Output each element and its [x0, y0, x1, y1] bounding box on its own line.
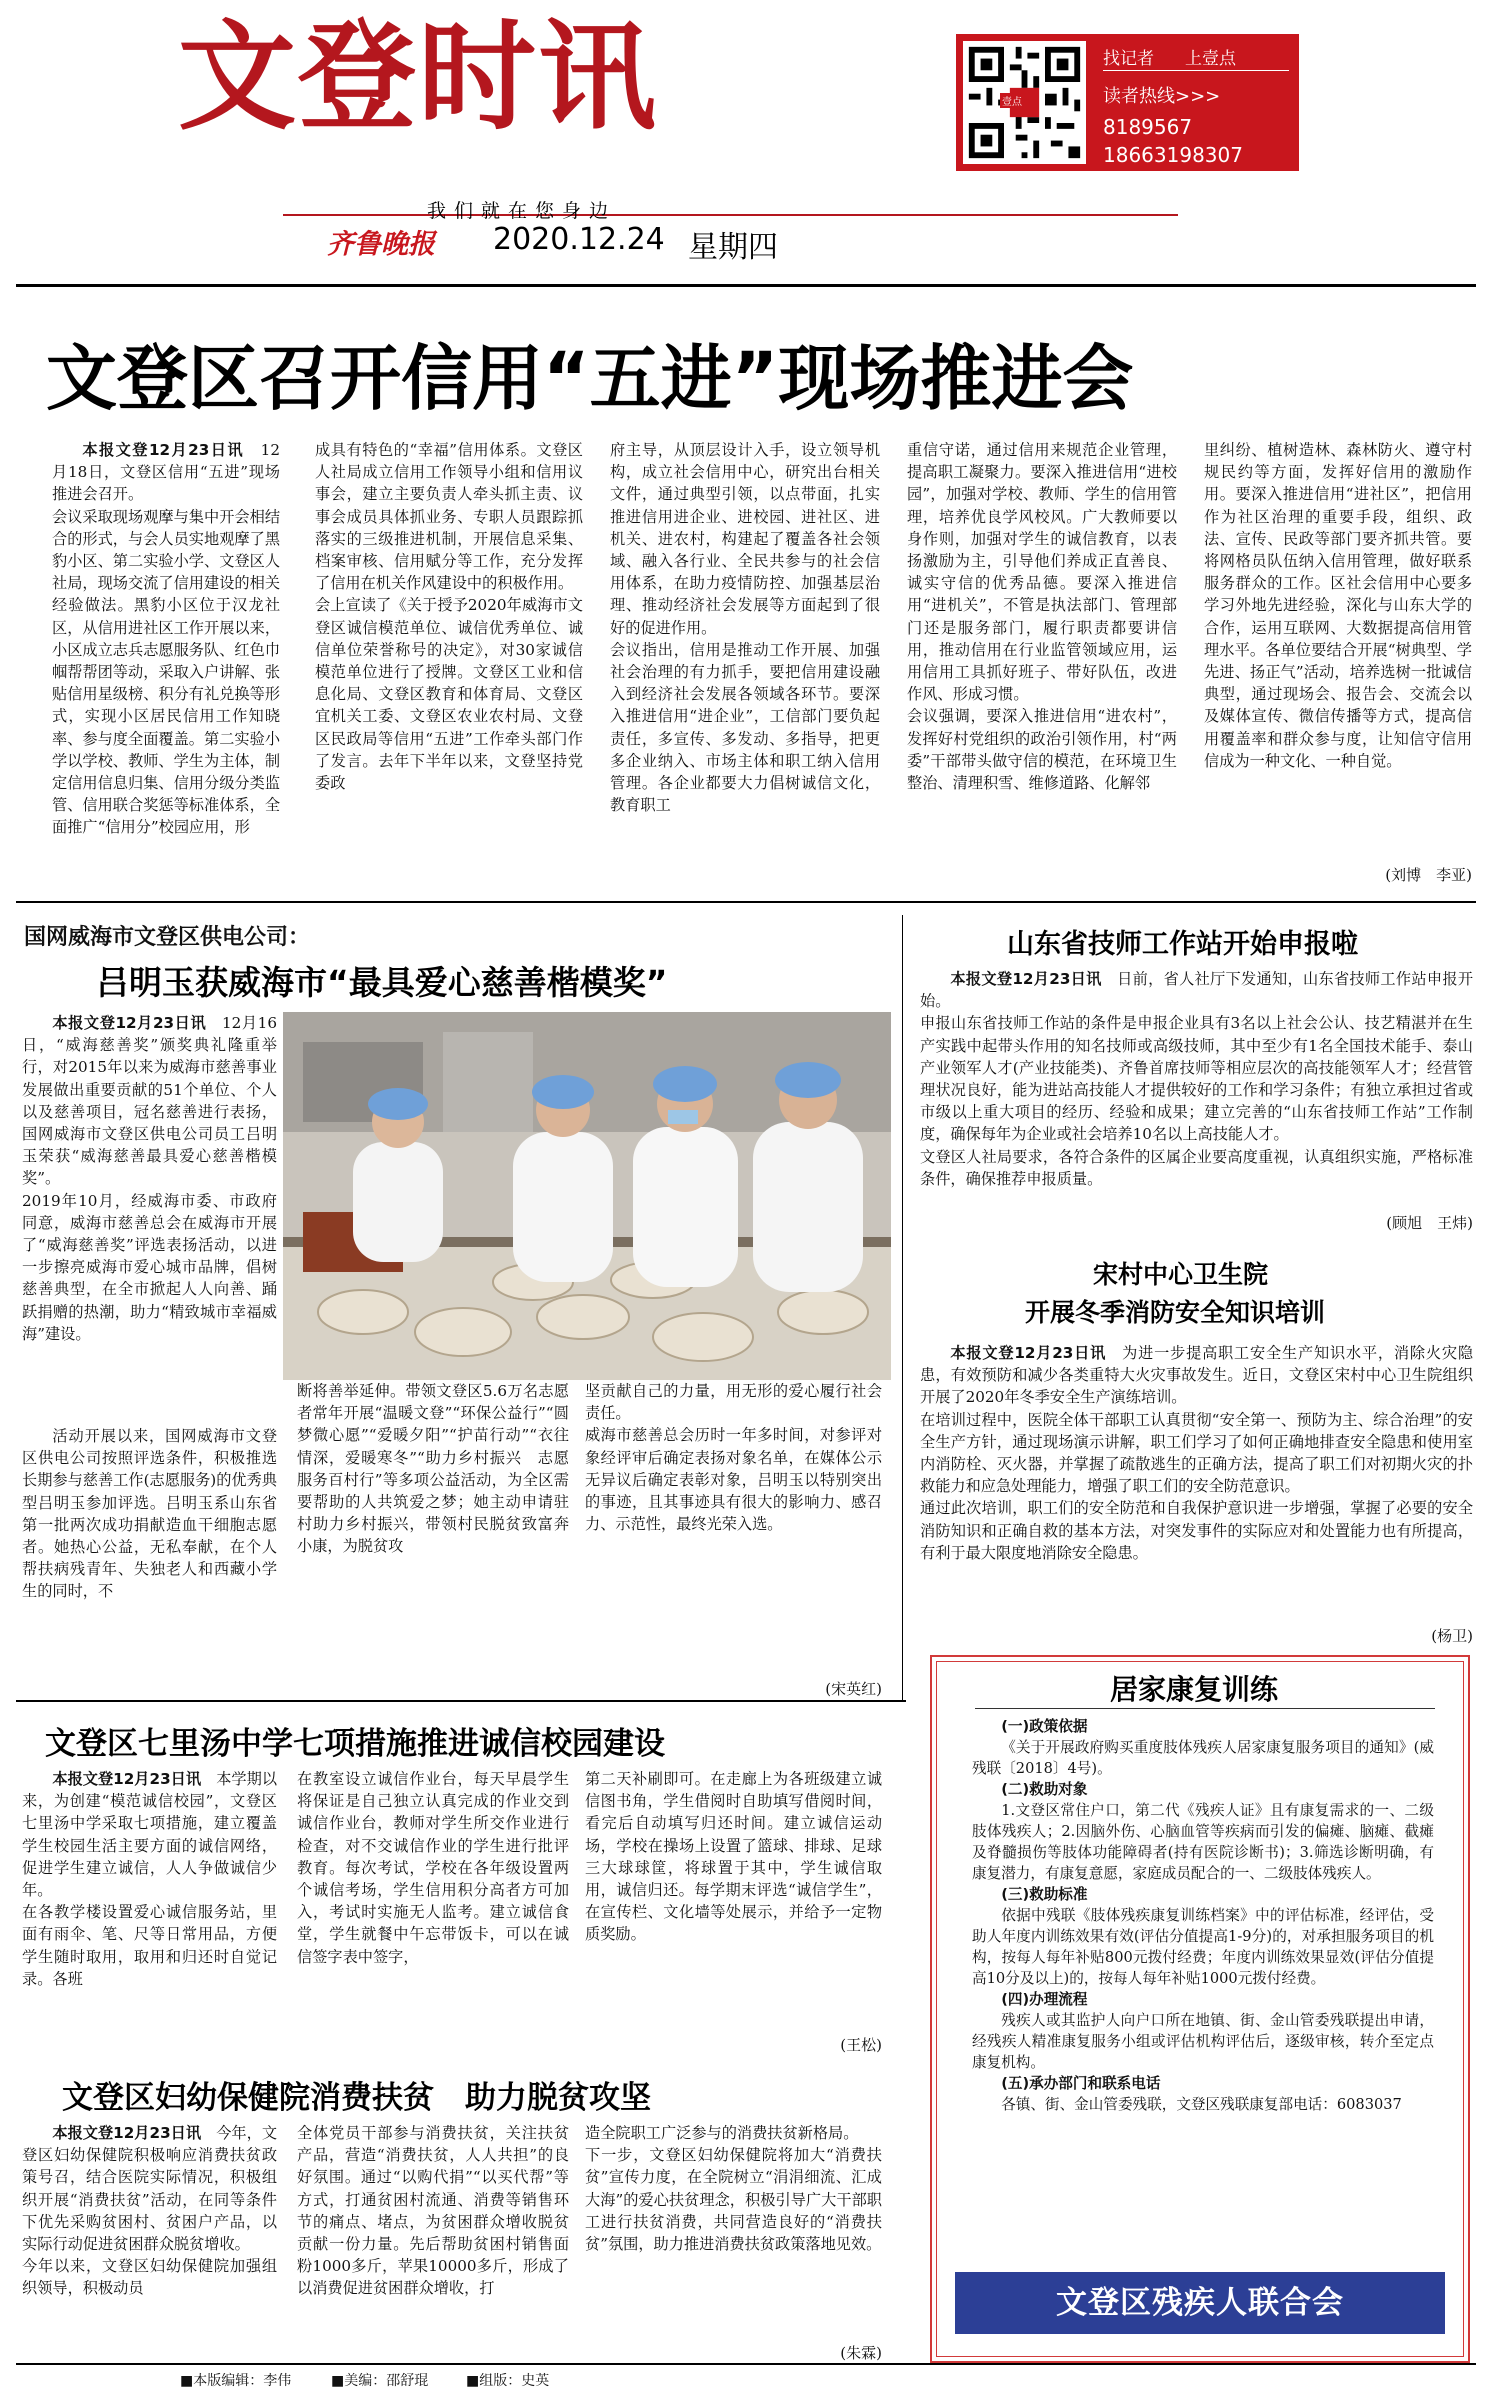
- article1-text-4: 重信守诺，通过信用来规范企业管理，提高职工凝聚力。要深入推进信用“进校园”，加强对学校、教师、学生的信用管理，培养优良学风校风。广大教师要以身作则，加强对学生的诚信教育，以表扬激励为主，引导他们养成正直善良、诚实守信的优秀品德。要深入推进信用“进机关”，不管是执法部门、管理部门还是服务部门，履行职责都要讲信用，推动信用在行业监管领域应用，运用信用工具抓好班子、带好队伍，改进作风、形成习惯。 会议强调，要深入推进信用“进农村”，发挥好村党组织的政治引领作用，村“两委”干部带头做守信的模范，在环境卫生整治、清理积雪、维修道路、化解邻: [907, 441, 1177, 793]
- issue-date: 2020.12.24: [493, 222, 665, 257]
- rehab-section-body: 各镇、街、金山管委残联，文登区残联康复部电话：6083037: [1001, 2096, 1402, 2113]
- issue-weekday: 星期四: [688, 230, 778, 265]
- hotline-phone-1: 8189567: [1103, 115, 1193, 139]
- article2-dateline: 本报文登12月23日讯: [52, 1014, 207, 1032]
- rehab-section: [972, 1884, 1434, 1989]
- rehab-section: [972, 1716, 1434, 1779]
- masthead-title: 文登时讯: [178, 8, 659, 146]
- article2-text-1: 活动开展以来，国网威海市文登区供电公司按照评选条件，积极推选长期参与慈善工作(志愿服务)的优秀典型吕明玉参加评选。吕明玉系山东省第一批两次成功捐献造血干细胞志愿者。她热心公益，无私奉献，在个人帮扶病残青年、失独老人和西藏小学生的同时，不: [22, 1427, 277, 1601]
- rehab-section-title: (四)办理流程: [1001, 1991, 1088, 2008]
- article4-dateline: 本报文登12月23日讯: [950, 1344, 1107, 1362]
- article3-headline: 山东省技师工作站开始申报啦: [1007, 929, 1358, 960]
- rehab-section-body: 1.文登区常住户口，第二代《残疾人证》且有康复需求的一、二级肢体残疾人；2.因脑外伤、心脑血管等疾病而引发的偏瘫、脑瘫、截瘫及脊髓损伤等肢体功能障碍者(持有医院诊断书)；3.筛选诊断明确，有康复潜力，有康复意愿，家庭成员配合的一、二级肢体残疾人。: [972, 1802, 1434, 1882]
- rehab-section-body: 残疾人或其监护人向户口所在地镇、街、金山管委残联提出申请，经残疾人精准康复服务小组或评估机构评估后，逐级审核，转介至定点康复机构。: [972, 2012, 1434, 2071]
- article5-byline: (王松): [840, 2036, 882, 2054]
- article1-headline: 文登区召开信用“五进”现场推进会: [46, 337, 1134, 420]
- article6-headline: 文登区妇幼保健院消费扶贫 助力脱贫攻坚: [62, 2080, 651, 2116]
- rehab-section: [972, 1989, 1434, 2073]
- article1-text-3: 府主导，从顶层设计入手，设立领导机构，成立社会信用中心，研究出台相关文件，通过典型引领，以点带面，扎实推进信用进企业、进校园、进社区、进机关、进农村，构建起了覆盖各社会领域、融入各行业、全民共参与的社会信用体系，在助力疫情防控、加强基层治理、推动经济社会发展等方面起到了很好的促进作用。 会议指出，信用是推动工作开展、加强社会治理的有力抓手，要把信用建设融入到经济社会发展各领域各环节。要深入推进信用“进企业”，工信部门要负起责任，多宣传、多发动、多指导，把更多企业纳入、市场主体和职工纳入信用管理。各企业都要大力倡树诚信文化，教育职工: [610, 441, 880, 815]
- article2-kicker: 国网威海市文登区供电公司：: [24, 925, 311, 950]
- section-rule-2: [16, 1700, 906, 1702]
- article6-col-2: [297, 2122, 569, 2362]
- footer-editor: ■本版编辑：李伟: [180, 2373, 292, 2389]
- footer-art: ■美编：邵舒琨: [331, 2373, 429, 2389]
- article2-col-3: [585, 1380, 882, 1680]
- contact-divider: [1103, 70, 1289, 71]
- article1-col-5: [1204, 439, 1472, 865]
- rehab-section: [972, 1779, 1434, 1884]
- hotline-phone-2: 18663198307: [1103, 143, 1243, 167]
- article4-text: 为进一步提高职工安全生产知识水平，消除火灾隐患，有效预防和减少各类重特大火灾事故发生。近日，文登区宋村中心卫生院组织开展了2020年冬季安全生产演练培训。 在培训过程中，医院全体干部职工认真贯彻“安全第一、预防为主、综合治理”的安全生产方针，通过现场演示讲解，职工们学习了如何正确地排查安全隐患和使用室内消防栓、灭火器，并掌握了疏散逃生的正确方法，提高了职工们对初期火灾的扑救能力和应急处理能力，增强了职工们的安全防范意识。 通过此次培训，职工们的安全防范和自我保护意识进一步增强，掌握了必要的安全消防知识和正确自救的基本方法，对突发事件的实际应对和处置能力也有所提高，有利于最大限度地消除安全隐患。: [920, 1344, 1473, 1562]
- article5-text-1: 本学期以来，为创建“模范诚信校园”，文登区七里汤中学采取七项措施，建立覆盖学生校园生活主要方面的诚信网络，促进学生建立诚信，人人争做诚信少年。 在各教学楼设置爱心诚信服务站，里面有雨伞、笔、尺等日常用品，方便学生随时取用，取用和归还时自觉记录。各班: [22, 1770, 277, 1988]
- article2-intro: [22, 1012, 277, 1422]
- rehab-headline: 居家康复训练: [1110, 1673, 1279, 1706]
- article5-col-2: [297, 1768, 569, 2058]
- article1-col-3: [610, 439, 880, 884]
- vertical-rule: [902, 915, 903, 1700]
- article4-headline-2: 开展冬季消防安全知识培训: [1025, 1298, 1326, 1327]
- article3-dateline: 本报文登12月23日讯: [950, 970, 1102, 988]
- article4-body: [920, 1342, 1473, 1627]
- article2-byline: (宋英红): [825, 1680, 882, 1698]
- rehab-section-body: 依据中残联《肢体残疾康复训练档案》中的评估标准，经评估，受助人年度内训练效果有效(评估分值提高1-9分)的，对承担服务项目的机构，按每人每年补贴800元拨付经费；年度内训练效果显效(评估分值提高10分及以上)的，按每人每年补贴1000元拨付经费。: [972, 1907, 1434, 1987]
- article3-text: 日前，省人社厅下发通知，山东省技师工作站申报开始。 申报山东省技师工作站的条件是申报企业具有3名以上社会公认、技艺精湛并在生产实践中起带头作用的知名技师或高级技师，其中至少有1名全国技术能手、泰山产业领军人才(产业技能类)、齐鲁首席技师等相应层次的高技能领军人才；经营管理状况良好，能为进站高技能人才提供较好的工作和学习条件；有独立承担过省或市级以上重大项目的经历、经验和成果；建立完善的“山东省技师工作站”工作制度，确保每年为企业或社会培养10名以上高技能人才。 文登区人社局要求，各符合条件的区属企业要高度重视，认真组织实施，严格标准条件，确保推荐申报质量。: [920, 970, 1473, 1188]
- footer-rule: [16, 2363, 1476, 2365]
- rehab-section-title: (二)救助对象: [1001, 1781, 1088, 1798]
- article1-col-1: [52, 439, 280, 884]
- article1-text-5: 里纠纷、植树造林、森林防火、遵守村规民约等方面，发挥好信用的激励作用。要深入推进信用“进社区”，把信用作为社区治理的重要手段，组织、政法、宣传、民政等部门要齐抓共管。要将网格员队伍纳入信用管理，做好联系服务群众的工作。区社会信用中心要多学习外地先进经验，深化与山东大学的合作，运用互联网、大数据提高信用管理水平。各单位要结合开展“树典型、学先进、扬正气”活动，培养选树一批诚信典型，通过现场会、报告会、交流会以及媒体宣传、微信传播等方式，提高信用覆盖率和群众参与度，让知信守信用信成为一种文化、一种自觉。: [1204, 441, 1472, 770]
- reporter-label: 找记者: [1103, 49, 1154, 69]
- top-rule: [16, 284, 1476, 287]
- article6-byline: (朱霖): [840, 2344, 882, 2362]
- article4-headline-1: 宋村中心卫生院: [1093, 1260, 1269, 1289]
- article6-text-1: 今年，文登区妇幼保健院积极响应消费扶贫政策号召，结合医院实际情况，积极组织开展“消费扶贫”活动，在同等条件下优先采购贫困村、贫困户产品，以实际行动促进贫困群众脱贫增收。 今年以来，文登区妇幼保健院加强组织领导，积极动员: [22, 2124, 277, 2298]
- article5-col-1: [22, 1768, 277, 2058]
- article6-col-1: [22, 2122, 277, 2362]
- rehab-rule: [975, 1708, 1435, 1709]
- article2-col-2: [297, 1380, 569, 1700]
- article2-photo: [283, 1012, 891, 1380]
- rehab-section: [972, 2073, 1434, 2115]
- rehab-sections: [972, 1716, 1434, 2115]
- article1-text-2: 成具有特色的“幸福”信用体系。文登区人社局成立信用工作领导小组和信用议事会，建立主要负责人牵头抓主责、议事会成员具体抓业务、专职人员跟踪抓落实的三级推进机制，开展信息采集、档案审核、信用赋分等工作，充分发挥了信用在机关作风建设中的积极作用。 会上宣读了《关于授予2020年威海市文登区诚信模范单位、诚信优秀单位、诚信单位荣誉称号的决定》，对30家诚信模范单位进行了授牌。文登区工业和信息化局、文登区教育和体育局、文登区宜机关工委、文登区农业农村局、文登区民政局等信用“五进”工作牵头部门作了发言。去年下半年以来，文登坚持党委政: [315, 441, 583, 793]
- article2-col-1: [22, 1425, 277, 1700]
- article6-col-3: [585, 2122, 882, 2344]
- article1-text-1: 12月18日，文登区信用“五进”现场推进会召开。 会议采取现场观摩与集中开会相结合的形式，与会人员实地观摩了黑豹小区、第二实验小学、文登区人社局，现场交流了信用建设的相关经验做法。黑豹小区位于汉龙社区，从信用进社区工作开展以来，小区成立志兵志愿服务队、红色巾帼帮帮团等动，采取入户讲解、张贴信用星级榜、积分有礼兑换等形式，实现小区居民信用工作知晓率、参与度全面覆盖。第二实验小学以学校、教师、学生为主体，制定信用信息归集、信用分级分类监管、信用联合奖惩等标准体系，全面推广“信用分”校园应用，形: [52, 441, 280, 837]
- brand-logo: 齐鲁晚报: [327, 229, 435, 260]
- rehab-section-title: (一)政策依据: [1001, 1718, 1088, 1735]
- masthead-rule: [283, 214, 1178, 216]
- rehab-section-body: 《关于开展政府购买重度肢体残疾人居家康复服务项目的通知》(威残联〔2018〕4号)。: [972, 1739, 1434, 1777]
- article2-intro-text: 12月16日，“威海慈善奖”颁奖典礼隆重举行，对2015年以来为威海市慈善事业发展做出重要贡献的51个单位、个人以及慈善项目，冠名慈善进行表扬，国网威海市文登区供电公司员工吕明玉荣获“威海慈善最具爱心慈善楷模奖”。 2019年10月，经威海市委、市政府同意，威海市慈善总会在威海市开展了“威海慈善奖”评选表扬活动，以进一步擦亮威海市爱心城市品牌，倡树慈善典型，在全市掀起人人向善、踊跃捐赠的热潮，助力“精致城市幸福威海”建设。: [22, 1014, 277, 1343]
- article2-text-3: 坚贡献自己的力量，用无形的爱心履行社会责任。 威海市慈善总会历时一年多时间，对参评对象经评审后确定表扬对象名单，在媒体公示无异议后确定表彰对象，吕明玉以特别突出的事迹，且其事迹具有很大的影响力、感召力、示范性，最终光荣入选。: [585, 1382, 882, 1534]
- article1-col-4: [907, 439, 1177, 884]
- footer-layout: ■组版：史英: [466, 2373, 550, 2389]
- article3-byline: (顾旭 王炜): [1386, 1214, 1473, 1232]
- app-label: 上壹点: [1185, 49, 1236, 69]
- hotline-label: 读者热线>>>: [1103, 86, 1221, 107]
- article4-byline: (杨卫): [1431, 1627, 1473, 1645]
- article6-text-2: 全体党员干部参与消费扶贫，关注扶贫产品，营造“消费扶贫，人人共担”的良好氛围。通过“以购代捐”“以买代帮”等方式，打通贫困村流通、消费等销售环节的痛点、堵点，为贫困群众增收脱贫贡献一份力量。先后帮助贫困村销售面粉1000多斤，苹果10000多斤，形成了以消费促进贫困群众增收，打: [297, 2124, 569, 2298]
- article6-dateline: 本报文登12月23日讯: [52, 2124, 202, 2142]
- article2-text-2: 断将善举延伸。带领文登区5.6万名志愿者常年开展“温暖文登”“环保公益行”“圆梦微心愿”“爱暖夕阳”“护苗行动”“衣往情深，爱暖寒冬”“助力乡村振兴 志愿服务百村行”等多项公益活动，为全区需要帮助的人共筑爱之梦；她主动申请驻村助力乡村振兴，带领村民脱贫致富奔小康，为脱贫攻: [297, 1382, 569, 1556]
- article5-dateline: 本报文登12月23日讯: [52, 1770, 202, 1788]
- article5-headline: 文登区七里汤中学七项措施推进诚信校园建设: [45, 1726, 665, 1762]
- article5-col-3: [585, 1768, 882, 2040]
- rehab-section-title: (三)救助标准: [1001, 1886, 1088, 1903]
- article6-text-3: 造全院职工广泛参与的消费扶贫新格局。 下一步，文登区妇幼保健院将加大“消费扶贫”宣传力度，在全院树立“涓涓细流、汇成大海”的爱心扶贫理念，积极引导广大干部职工进行扶贫消费，共同营造良好的“消费扶贫”氛围，助力推进消费扶贫政策落地见效。: [585, 2124, 882, 2254]
- article5-text-2: 在教室设立诚信作业台，每天早晨学生将保证是自己独立认真完成的作业交到诚信作业台，教师对学生所交作业进行检查，对不交诚信作业的学生进行批评教育。每次考试，学校在各年级设置两个诚信考场，学生信用积分高者方可加入，考试时实施无人监考。建立诚信食堂，学生就餐中午忘带饭卡，可以在诚信签字表中签字，: [297, 1770, 569, 1966]
- rehab-banner: 文登区残疾人联合会: [955, 2272, 1445, 2334]
- rehab-section-title: (五)承办部门和联系电话: [1001, 2075, 1161, 2092]
- qr-code-icon[interactable]: [963, 41, 1086, 164]
- article3-body: [920, 968, 1473, 1220]
- article2-headline: 吕明玉获威海市“最具爱心慈善楷模奖”: [96, 963, 668, 1002]
- qr-label: 壹点: [1000, 93, 1024, 108]
- section-rule-1: [16, 901, 1476, 903]
- masthead-slogan: 我们就在您身边: [427, 200, 617, 222]
- article1-byline: (刘博 李亚): [1385, 866, 1472, 884]
- article1-col-2: [315, 439, 583, 884]
- article1-dateline: 本报文登12月23日讯: [82, 441, 245, 459]
- article5-text-3: 第二天补刷即可。在走廊上为各班级建立诚信图书角，学生借阅时自助填写借阅时间，看完后自动填写归还时间。建立诚信运动场，学校在操场上设置了篮球、排球、足球三大球球筐，将球置于其中，学生诚信取用，诚信归还。每学期末评选“诚信学生”，在宣传栏、文化墙等处展示，并给予一定物质奖励。: [585, 1770, 882, 1944]
